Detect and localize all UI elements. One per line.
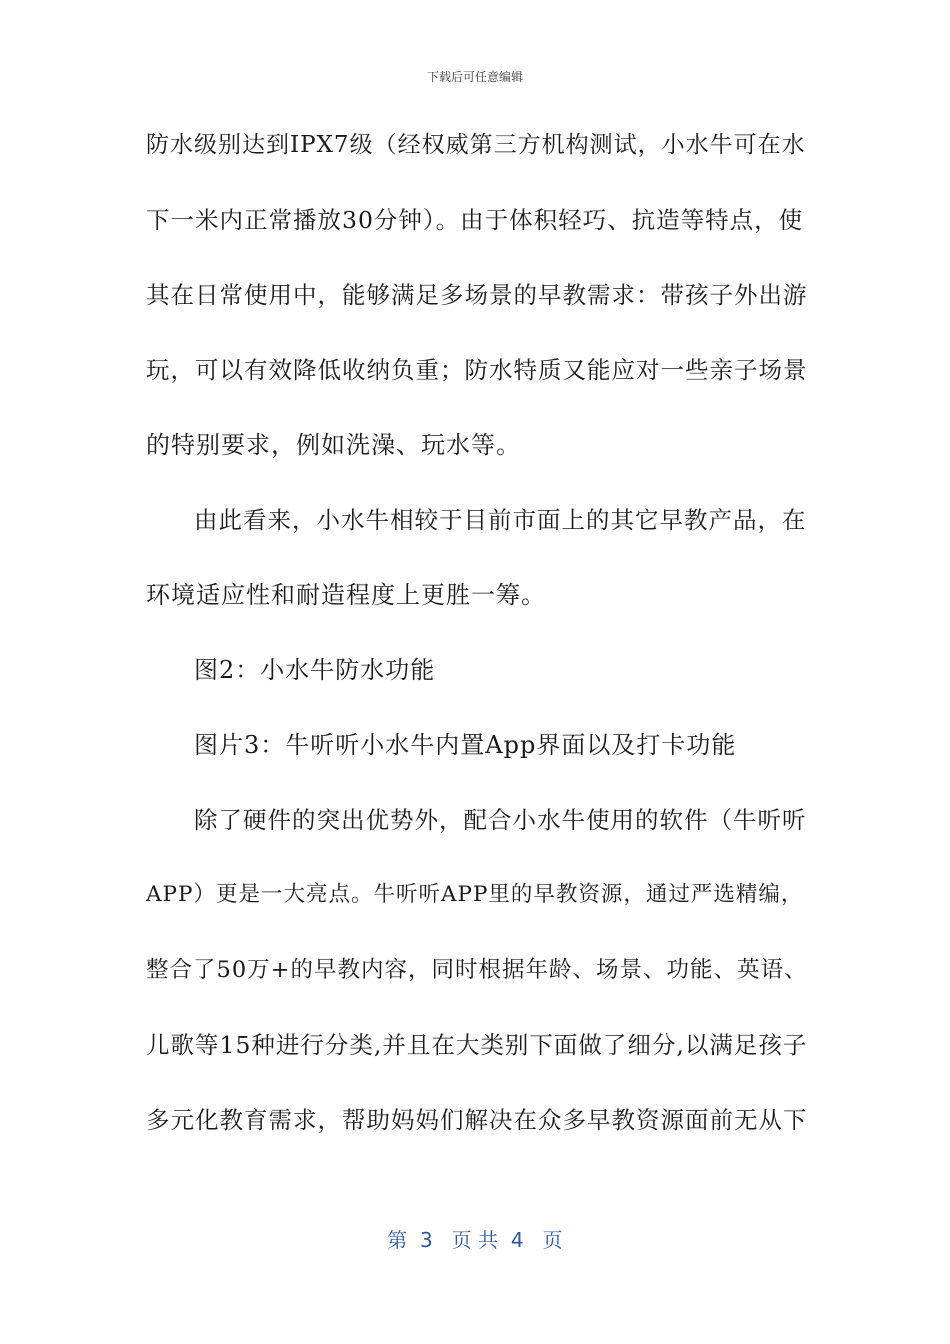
paragraph-first-line: 由此看来，小水牛相较于目前市面上的其它早教产品，在 — [194, 506, 807, 534]
text-line: 环境适应性和耐造程度上更胜一筹。 — [146, 581, 546, 609]
text-line: 多元化教育需求，帮助妈妈们解决在众多早教资源面前无从下 — [146, 1106, 808, 1134]
text-line: 下一米内正常播放30分钟）。由于体积轻巧、抗造等特点，使 — [146, 206, 804, 234]
paragraph-first-line: 除了硬件的突出优势外，配合小水牛使用的软件（牛听听 — [194, 806, 807, 834]
text-line: 的特别要求，例如洗澡、玩水等。 — [146, 431, 521, 459]
text-line: APP）更是一大亮点。牛听听APP里的早教资源，通过严选精编， — [146, 882, 804, 907]
text-line: 儿歌等15种进行分类,并且在大类别下面做了细分,以满足孩子 — [146, 1031, 808, 1059]
figure-caption: 图片3：牛听听小水牛内置App界面以及打卡功能 — [194, 731, 737, 759]
text-line: 玩，可以有效降低收纳负重；防水特质又能应对一些亲子场景 — [146, 356, 808, 384]
text-line: 防水级别达到IPX7级（经权威第三方机构测试，小水牛可在水 — [146, 132, 806, 158]
page-header: 下载后可任意编辑 — [426, 70, 523, 84]
page-footer: 第 3 页 共 4 页 — [387, 1228, 563, 1252]
text-line: 其在日常使用中，能够满足多场景的早教需求：带孩子外出游 — [146, 281, 808, 309]
figure-caption: 图2：小水牛防水功能 — [194, 656, 436, 684]
text-line: 整合了50万+的早教内容，同时根据年龄、场景、功能、英语、 — [146, 957, 808, 983]
